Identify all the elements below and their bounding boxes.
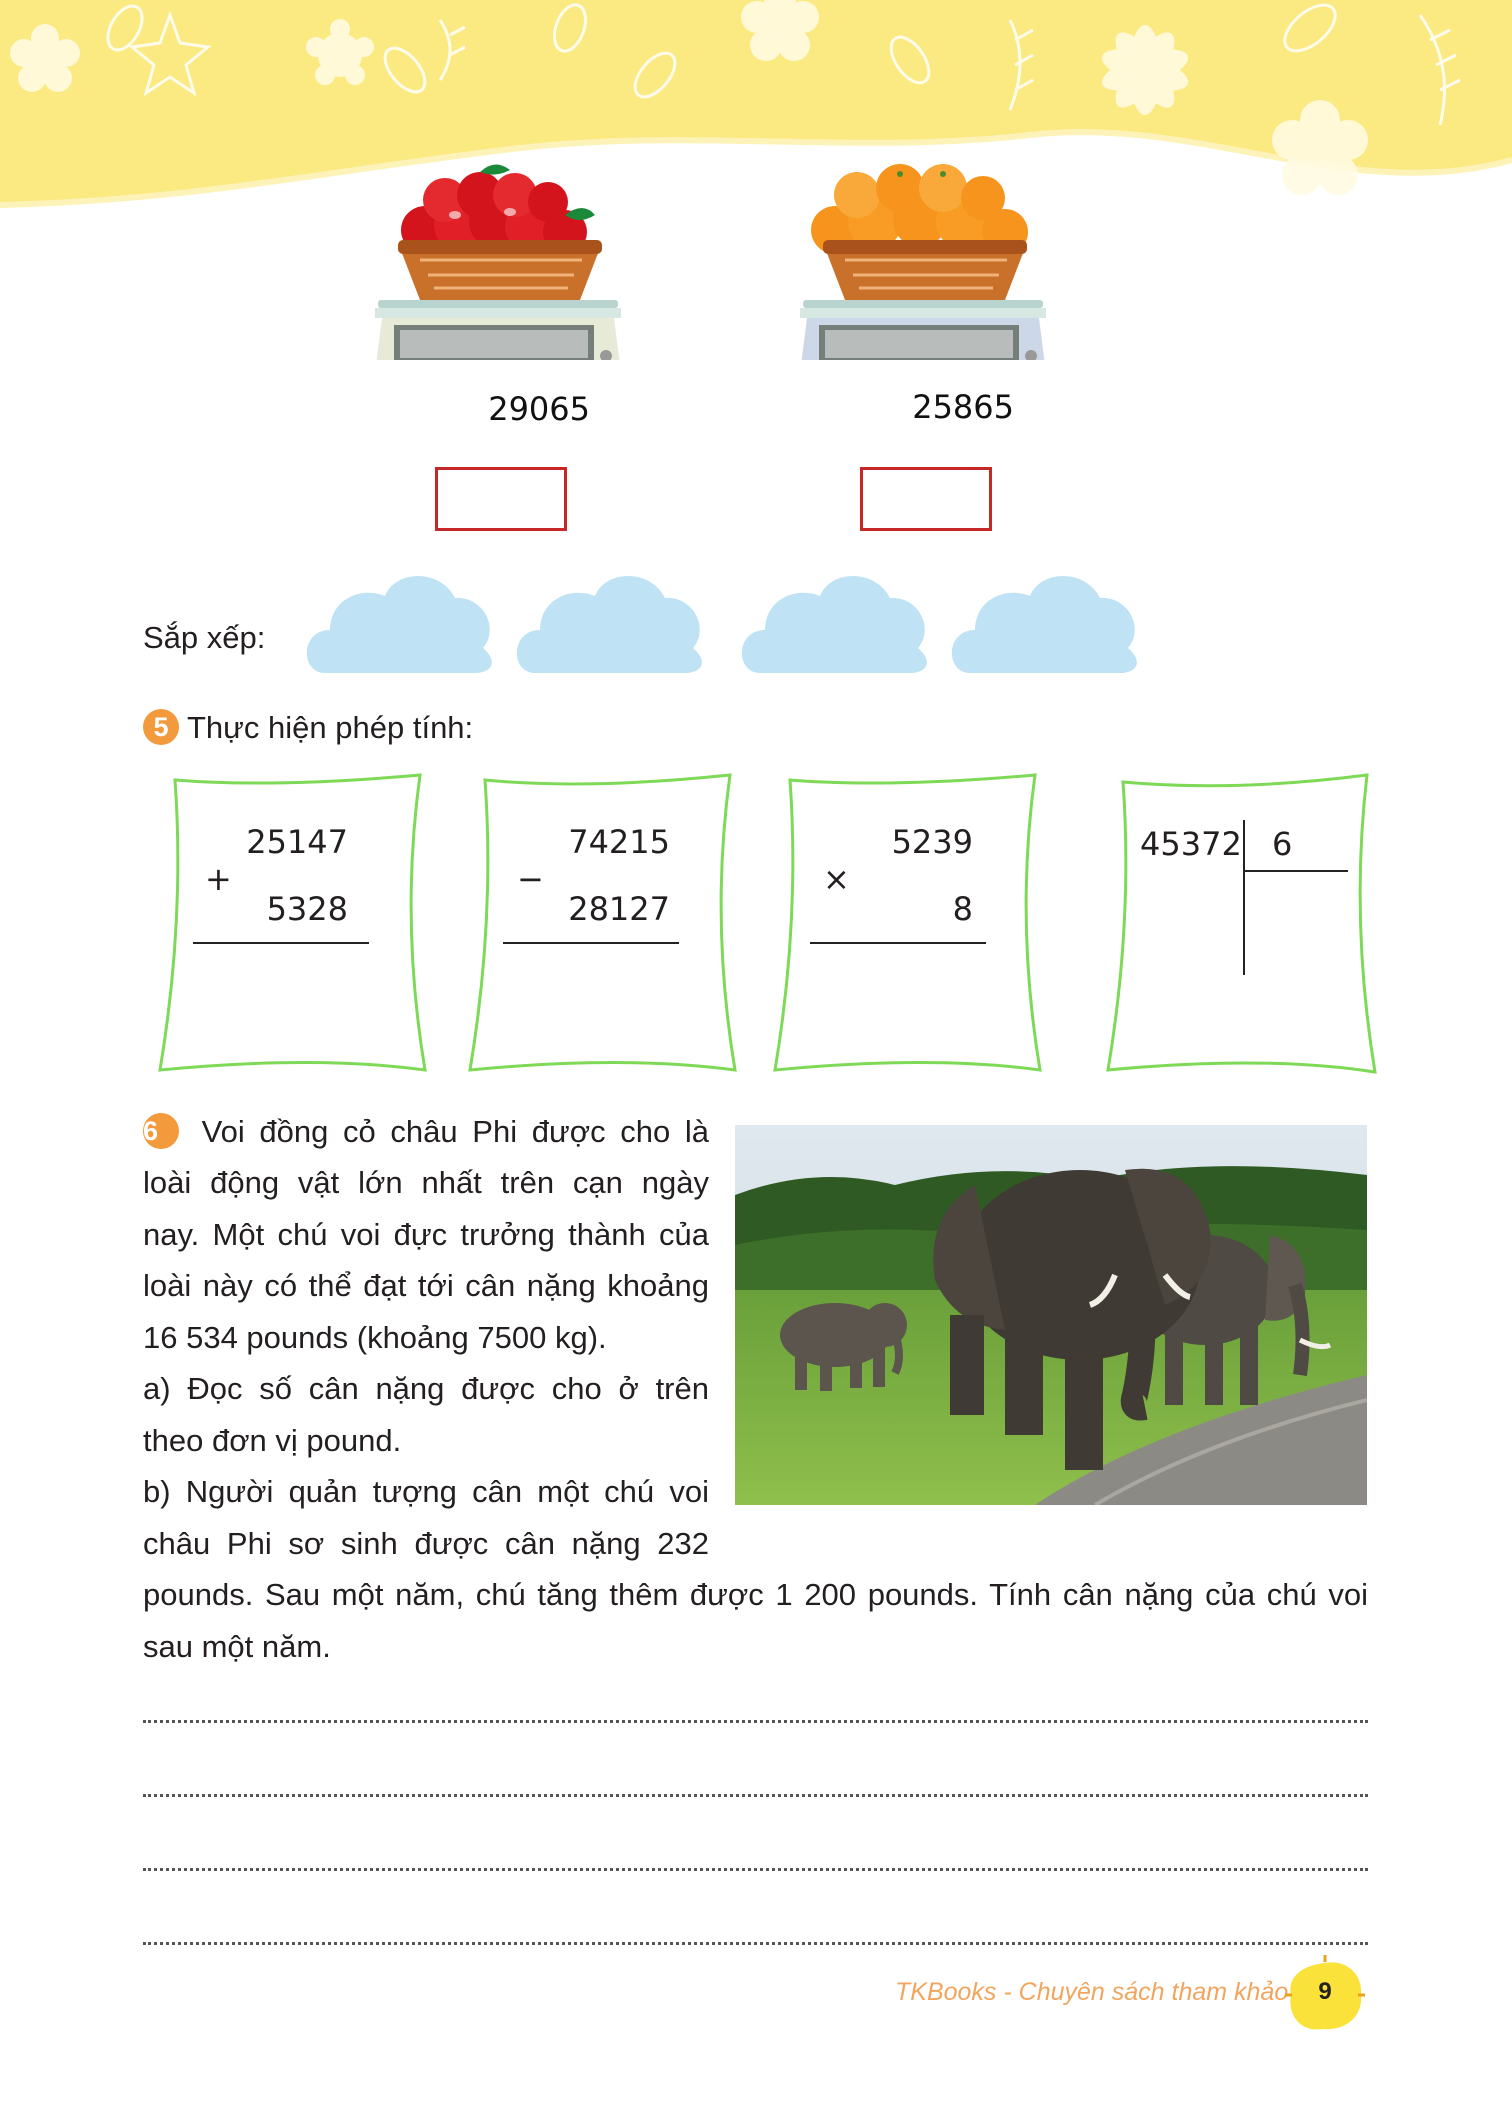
exercise-6-line-3: nay. Một chú voi đực trưởng thành của <box>143 1217 709 1252</box>
question-b-line-2: châu Phi sơ sinh được cân nặng 232 <box>143 1526 709 1561</box>
subtraction-result-line <box>503 942 679 944</box>
subtraction-top-number: 74215 <box>568 823 670 861</box>
answer-line-4[interactable] <box>143 1942 1368 1945</box>
basket-icon <box>823 240 1027 300</box>
cloud-answer-slot-2[interactable] <box>515 568 705 678</box>
exercise-number-badge: 5 <box>143 709 179 745</box>
question-b-line-3: pounds. Sau một năm, chú tăng thêm được 1 200 pounds. Tính cân nặng của chú voi <box>143 1577 1368 1612</box>
cloud-answer-slot-4[interactable] <box>950 568 1140 678</box>
answer-line-1[interactable] <box>143 1720 1368 1723</box>
cloud-answer-slot-1[interactable] <box>305 568 495 678</box>
exercise-5-title: Thực hiện phép tính: <box>187 710 474 745</box>
addition-bottom-number: 5328 <box>266 890 348 928</box>
basket-icon <box>398 240 602 300</box>
footer-brand: TKBooks - Chuyên sách tham khảo <box>895 1978 1289 2006</box>
apple-answer-box[interactable] <box>435 467 567 531</box>
question-b-line-1: b) Người quản tượng cân một chú voi <box>143 1474 709 1509</box>
addition-result-line <box>193 942 369 944</box>
exercise-5-heading <box>143 702 473 754</box>
apple-scale-reading: 29065 <box>488 390 590 428</box>
page-number: 9 <box>1318 1978 1332 2005</box>
answer-line-3[interactable] <box>143 1868 1368 1871</box>
multiplication-bottom-number: 8 <box>952 890 973 928</box>
orange-answer-box[interactable] <box>860 467 992 531</box>
division-divisor: 6 <box>1272 825 1293 863</box>
exercise-6-line-2: loài động vật lớn nhất trên cạn ngày <box>143 1165 709 1200</box>
subtraction-bottom-number: 28127 <box>568 890 670 928</box>
question-a-line-2: theo đơn vị pound. <box>143 1423 402 1458</box>
header-floral-band <box>0 0 1512 230</box>
division-horizontal-bar <box>1243 870 1348 872</box>
times-sign: × <box>823 860 850 898</box>
cloud-answer-slot-3[interactable] <box>740 568 930 678</box>
exercise-6-text: Voi đồng cỏ châu Phi được cho là <box>201 1114 709 1149</box>
apple-basket-scale <box>370 160 630 360</box>
scale-icon <box>375 300 621 360</box>
scale-icon <box>800 300 1046 360</box>
exercise-6-line-5: 16 534 pounds (khoảng 7500 kg). <box>143 1320 607 1355</box>
orange-scale-reading: 25865 <box>912 388 1014 426</box>
exercise-6-line-1 <box>143 1106 709 1158</box>
elephant-photo <box>735 1125 1367 1505</box>
multiplication-result-line <box>810 942 986 944</box>
addition-top-number: 25147 <box>246 823 348 861</box>
exercise-number-badge: 6 <box>143 1113 179 1149</box>
multiplication-top-number: 5239 <box>891 823 973 861</box>
division-vertical-bar <box>1243 820 1245 975</box>
question-a-line-1: a) Đọc số cân nặng được cho ở trên <box>143 1371 709 1406</box>
sort-label: Sắp xếp: <box>143 620 266 655</box>
minus-sign: − <box>517 860 544 898</box>
division-dividend: 45372 <box>1140 825 1242 863</box>
plus-sign: + <box>205 860 232 898</box>
exercise-6-line-4: loài này có thể đạt tới cân nặng khoảng <box>143 1268 709 1303</box>
question-b-line-4: sau một năm. <box>143 1629 331 1664</box>
division-frame <box>1108 775 1375 1072</box>
answer-line-2[interactable] <box>143 1794 1368 1797</box>
orange-basket-scale <box>795 160 1055 360</box>
